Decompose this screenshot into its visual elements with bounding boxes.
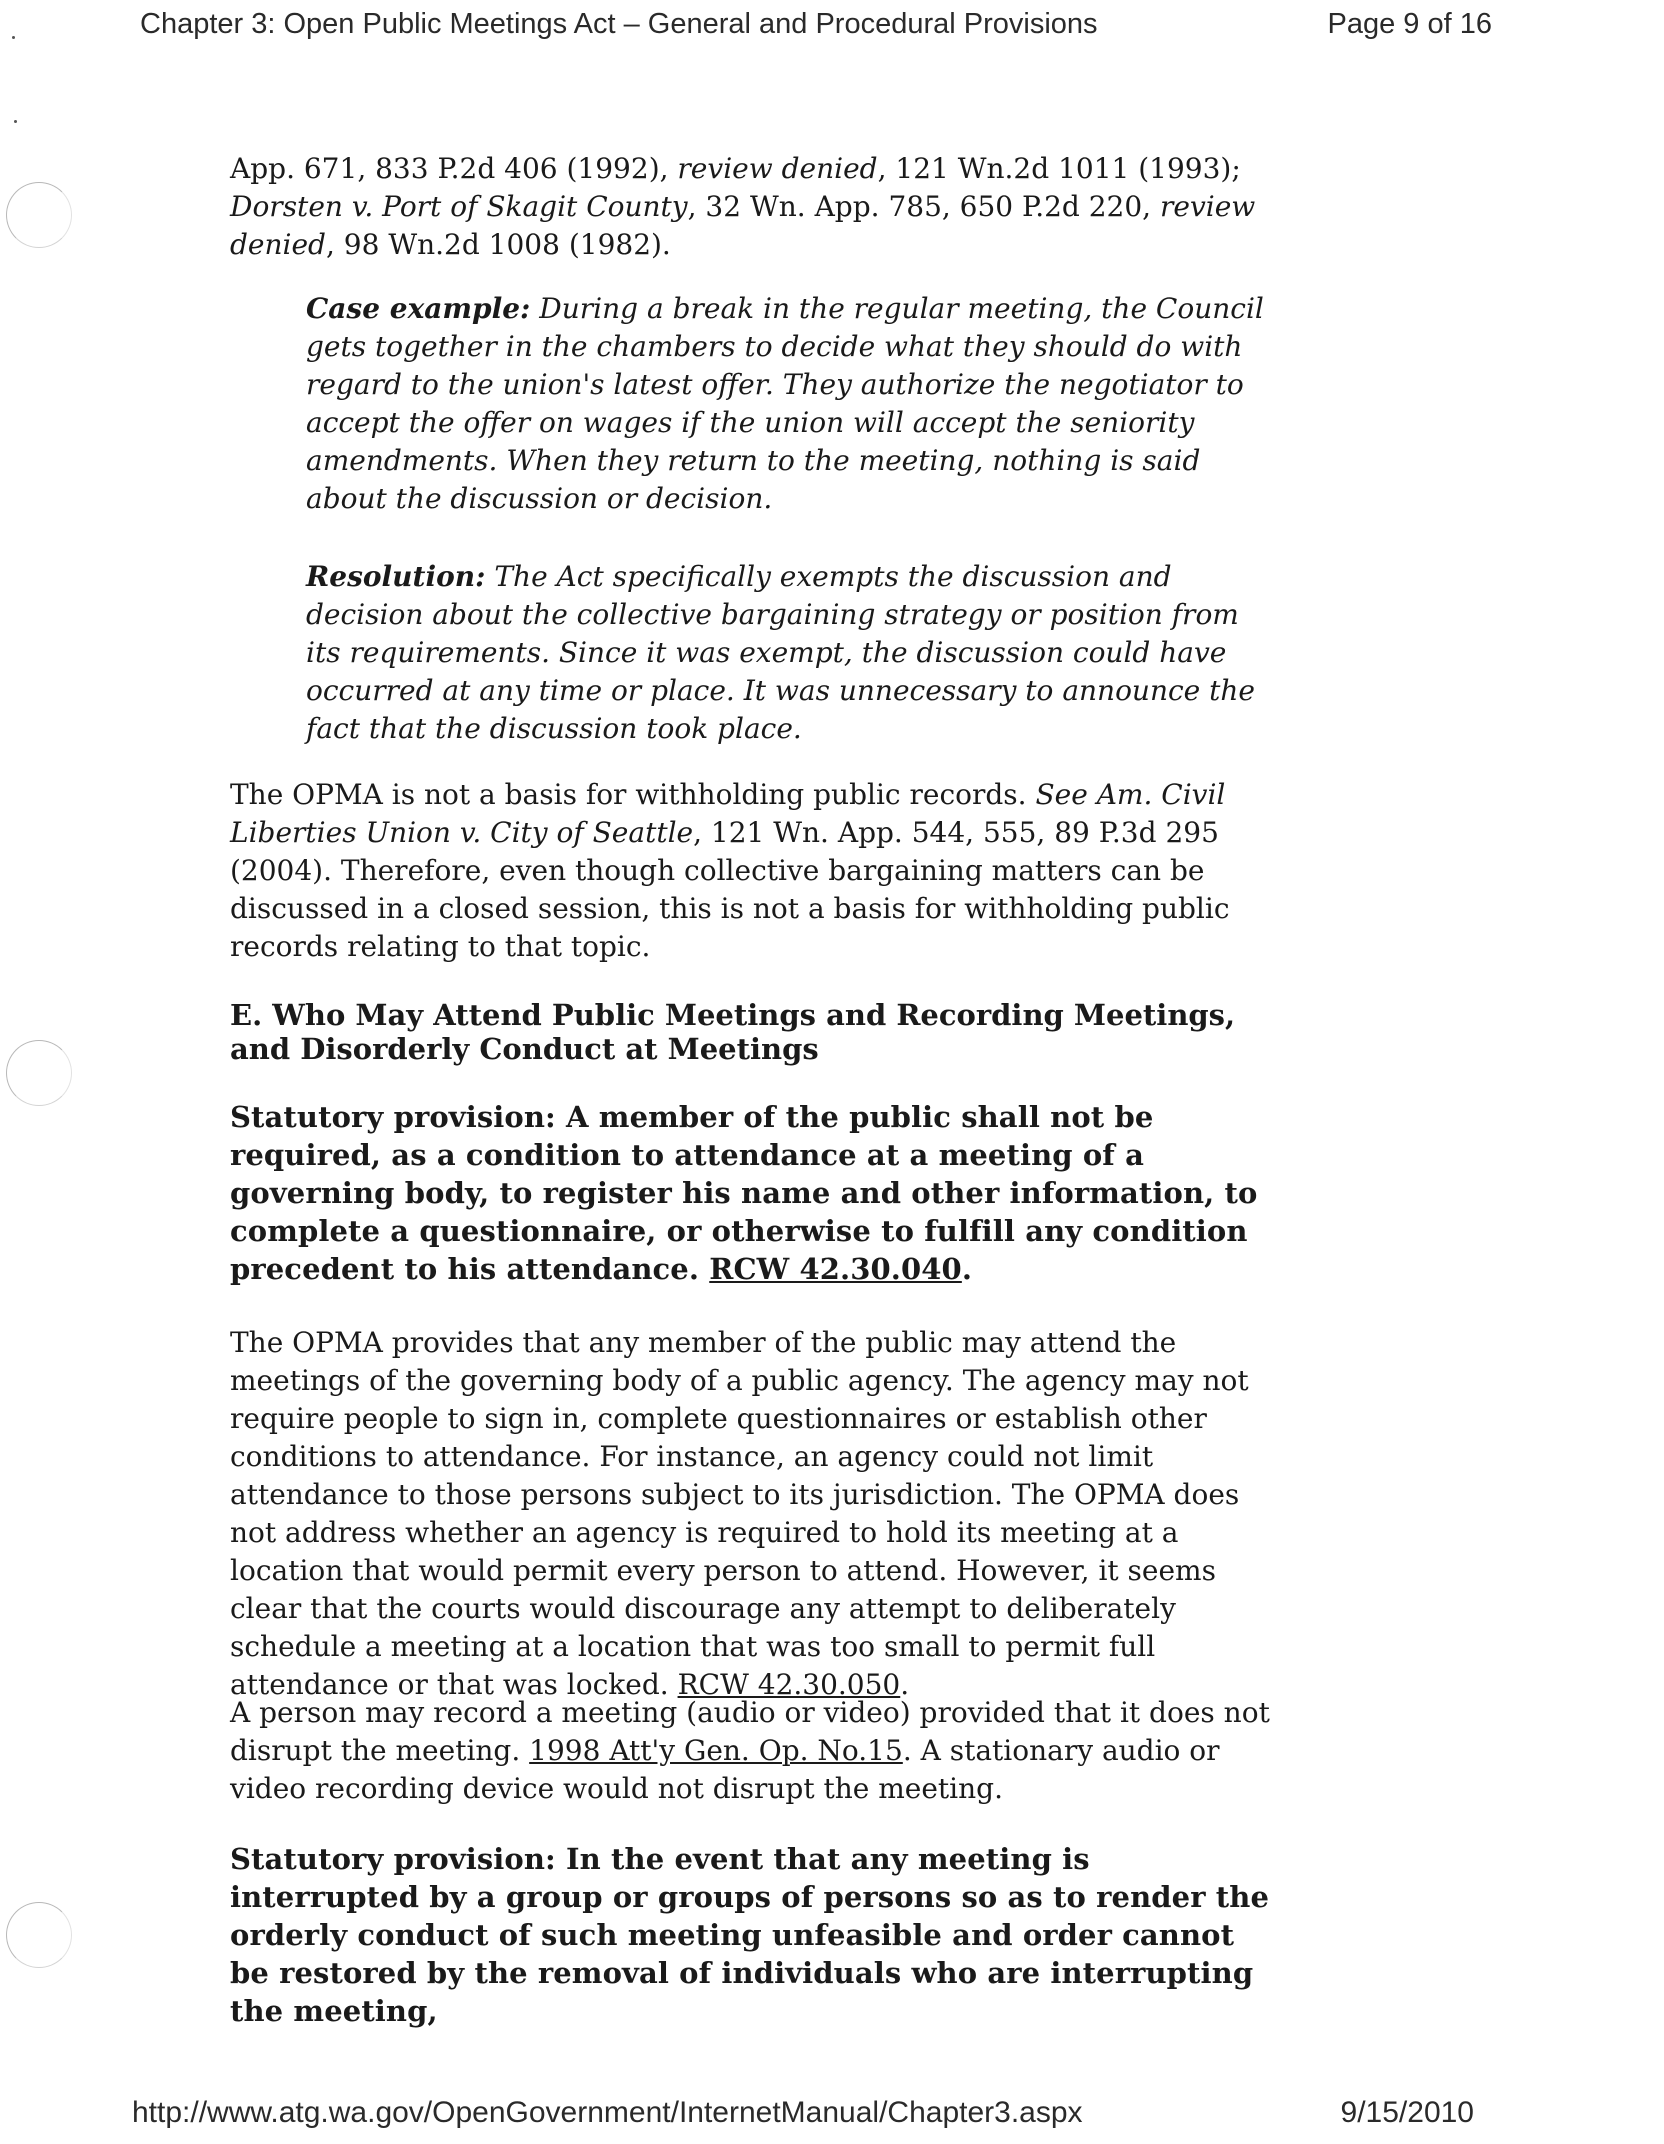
- text-run: Dorsten v. Port of Skagit County: [230, 190, 688, 223]
- resolution-text: The Act specifically exempts the discussion and decision about the collective bargaining strategy or position from its requirements. Since it was exempt, the discussion could have occurred at any time or place. It was unnecessary to announce the fact that the discussion took place.: [306, 560, 1256, 745]
- statutory-provision-2: [230, 1840, 1280, 2030]
- punch-hole: [6, 1040, 72, 1106]
- attendance-paragraph: [230, 1324, 1280, 1704]
- case-example-label: Case example:: [306, 292, 531, 325]
- scan-speck: [12, 36, 15, 39]
- section-e-heading: [230, 998, 1280, 1066]
- text-run: review denied: [677, 152, 878, 185]
- case-example-text: During a break in the regular meeting, the Council gets together in the chambers to decide what they should do with regard to the union's latest offer. They authorize the negotiator to accept the offer on wages if the union will accept the seniority amendments. When they return to the meeting, nothing is said about the discussion or decision.: [306, 292, 1264, 515]
- statutory-text: Statutory provision: In the event that any meeting is interrupted by a group or groups of persons so as to render the orderly conduct of such meeting unfeasible and order cannot be restored by the removal of individuals who are interrupting the meeting,: [230, 1842, 1270, 2028]
- statutory-provision-1: [230, 1098, 1280, 1288]
- page-number: Page 9 of 16: [1327, 8, 1492, 40]
- rcw-link[interactable]: RCW 42.30.050: [677, 1668, 901, 1701]
- scan-speck: [14, 120, 17, 123]
- footer-url: http://www.atg.wa.gov/OpenGovernment/InternetManual/Chapter3.aspx: [132, 2096, 1083, 2129]
- resolution-block: [230, 558, 1280, 748]
- recording-paragraph: [230, 1694, 1280, 1808]
- text-run: The OPMA provides that any member of the public may attend the meetings of the governing body of a public agency. The agency may not require people to sign in, complete questionnaires or establish other conditions to attendance. For instance, an agency could not limit attendance to those persons subject to its jurisdiction. The OPMA does not address whether an agency is required to hold its meeting at a location that would permit every person to attend. However, it seems clear that the courts would discourage any attempt to deliberately schedule a meeting at a location that was too small to permit full attendance or that was locked.: [230, 1326, 1249, 1701]
- citation-continuation: [230, 150, 1280, 264]
- text-run: .: [900, 1668, 910, 1701]
- text-run: A person may record a meeting (audio or video) provided that it does not disrupt the meeting.: [230, 1696, 1270, 1767]
- text-run: .: [961, 1252, 973, 1286]
- ag-opinion-link[interactable]: 1998 Att'y Gen. Op. No.15: [529, 1734, 903, 1767]
- text-run: The OPMA is not a basis for withholding public records.: [230, 778, 1036, 811]
- text-run: review denied: [230, 190, 1256, 261]
- opma-records-paragraph: [230, 776, 1280, 966]
- text-run: , 32 Wn. App. 785, 650 P.2d 220,: [687, 190, 1160, 223]
- footer-date: 9/15/2010: [1340, 2096, 1474, 2129]
- text-run: , 98 Wn.2d 1008 (1982).: [325, 228, 671, 261]
- text-run: App. 671, 833 P.2d 406 (1992),: [230, 152, 678, 185]
- text-run: , 121 Wn.2d 1011 (1993);: [877, 152, 1241, 185]
- punch-hole: [6, 1902, 72, 1968]
- resolution-label: Resolution:: [306, 560, 486, 593]
- rcw-link[interactable]: RCW 42.30.040: [709, 1252, 962, 1286]
- section-heading: E. Who May Attend Public Meetings and Recording Meetings, and Disorderly Conduct at Meetings: [230, 998, 1236, 1066]
- page-header-title: Chapter 3: Open Public Meetings Act – General and Procedural Provisions: [140, 8, 1098, 40]
- punch-hole: [6, 182, 72, 248]
- text-run: . A stationary audio or video recording device would not disrupt the meeting.: [230, 1734, 1220, 1805]
- case-example-block: [230, 290, 1280, 518]
- case-citation: See Am. Civil Liberties Union v. City of Seattle: [230, 778, 1226, 849]
- statutory-text: Statutory provision: A member of the public shall not be required, as a condition to attendance at a meeting of a governing body, to register his name and other information, to complete a questionnaire, or otherwise to fulfill any condition precedent to his attendance.: [230, 1100, 1258, 1286]
- text-run: , 121 Wn. App. 544, 555, 89 P.3d 295 (2004). Therefore, even though collective bargaining matters can be discussed in a closed session, this is not a basis for withholding public records relating to that topic.: [230, 816, 1230, 963]
